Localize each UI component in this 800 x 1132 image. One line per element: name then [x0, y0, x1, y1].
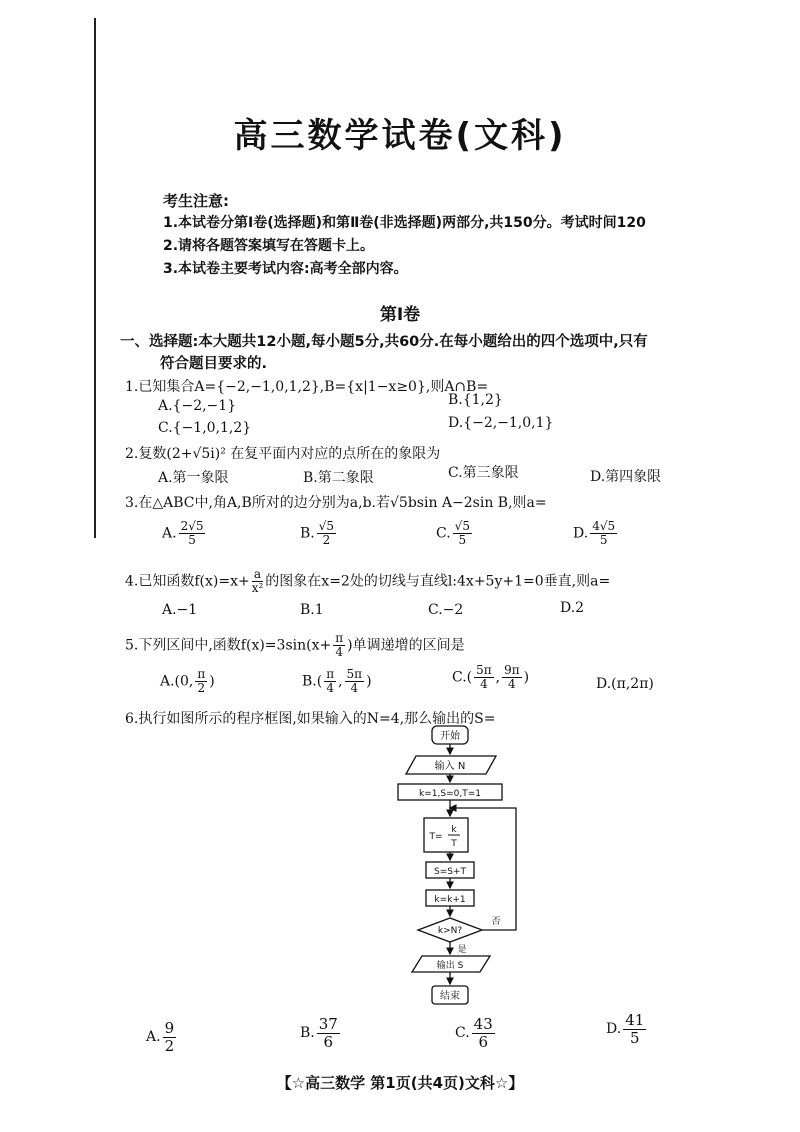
section-instruction: 一、选择题:本大题共12小题,每小题5分,共60分.在每小题给出的四个选项中,只有	[120, 334, 648, 350]
notice-item: 1.本试卷分第Ⅰ卷(选择题)和第Ⅱ卷(非选择题)两部分,共150分。考试时间120	[163, 215, 646, 231]
flow-k-label: k=k+1	[434, 895, 466, 905]
q3-option-c: C. $\frac{√5}{5}$	[436, 519, 470, 548]
q3-option-a: A. $\frac{2√5}{5}$	[162, 519, 204, 548]
flow-s-label: S=S+T	[433, 867, 467, 877]
q5-option-b: B.( $\frac{\pi}{4}$ , $\frac{5\pi}{4}$ )	[302, 667, 372, 696]
q1-option-b: B.{1,2}	[448, 392, 503, 408]
question-2-stem: 2.复数(2+√5i)² 在复平面内对应的点所在的象限为	[125, 446, 441, 462]
flow-output-label: 输出 S	[436, 961, 464, 971]
q5-option-a: A.(0, $\frac{\pi}{2}$ )	[160, 667, 215, 696]
flow-yes-label: 是	[457, 945, 467, 955]
question-4-stem: 4.已知函数f(x)=x+ $\frac{a}{\text{x²}}$ 的图象在x=2处的切线与直线l:4x+5y+1=0垂直,则a=	[125, 567, 611, 596]
flow-input-label: 输入 N	[434, 761, 466, 772]
flow-t-den: T	[451, 839, 457, 849]
q6-option-b: B. $\frac{37}{6}$	[300, 1015, 338, 1051]
q2-option-b: B.第二象限	[303, 470, 374, 486]
question-5-stem: 5.下列区间中,函数f(x)=3sin(x+ $\frac{\pi}{4}$ )单调递增的区间是	[125, 631, 465, 660]
part-heading: 第Ⅰ卷	[379, 305, 421, 325]
section-instruction-cont: 符合题目要求的.	[160, 356, 268, 372]
q1-option-c: C.{−1,0,1,2}	[158, 420, 252, 436]
q4-option-d: D.2	[560, 600, 585, 616]
question-3-stem: 3.在△ABC中,角A,B所对的边分别为a,b.若√5bsin A−2sin B,则a=	[125, 495, 547, 511]
page-footer: 【☆高三数学 第1页(共4页)文科☆】	[276, 1074, 524, 1092]
q1-option-a: A.{−2,−1}	[158, 398, 237, 414]
question-1-stem: 1.已知集合A={−2,−1,0,1,2},B={x|1−x≥0},则A∩B=	[125, 379, 489, 395]
flow-t-num: k	[451, 825, 457, 835]
q4-option-b: B.1	[300, 602, 324, 618]
q4-option-a: A.−1	[162, 602, 198, 618]
question-6-stem: 6.执行如图所示的程序框图,如果输入的N=4,那么输出的S=	[125, 711, 496, 727]
q3-option-b: B. $\frac{√5}{2}$	[300, 519, 335, 548]
flow-end-label: 结束	[440, 991, 460, 1002]
notice-item: 2.请将各题答案填写在答题卡上。	[163, 238, 375, 254]
q2-option-d: D.第四象限	[590, 469, 662, 485]
binding-line	[94, 18, 96, 538]
program-flowchart	[380, 722, 540, 1012]
q6-option-c: C. $\frac{43}{6}$	[455, 1015, 493, 1051]
flow-no-label: 否	[491, 917, 501, 927]
q4-option-c: C.−2	[428, 602, 464, 618]
q5-option-c: C.( $\frac{5\pi}{4}$ , $\frac{9\pi}{4}$ )	[452, 663, 530, 692]
q6-option-a: A. $\frac{9}{2}$	[146, 1019, 175, 1055]
q1-option-d: D.{−2,−1,0,1}	[448, 415, 554, 431]
flow-init-label: k=1,S=0,T=1	[419, 789, 481, 799]
q2-option-a: A.第一象限	[158, 470, 229, 486]
q5-option-d: D.(π,2π)	[596, 676, 654, 692]
flow-decision-label: k>N?	[437, 926, 463, 936]
page-title: 高三数学试卷(文科)	[233, 116, 567, 156]
q3-option-d: D. $\frac{4√5}{5}$	[573, 519, 616, 548]
notice-item: 3.本试卷主要考试内容:高考全部内容。	[163, 261, 408, 277]
notice-heading: 考生注意:	[163, 192, 229, 210]
q2-option-c: C.第三象限	[448, 465, 519, 481]
q6-option-d: D. $\frac{41}{5}$	[606, 1011, 645, 1047]
flow-t-lhs: T=	[429, 832, 443, 842]
flow-start-label: 开始	[440, 731, 460, 742]
